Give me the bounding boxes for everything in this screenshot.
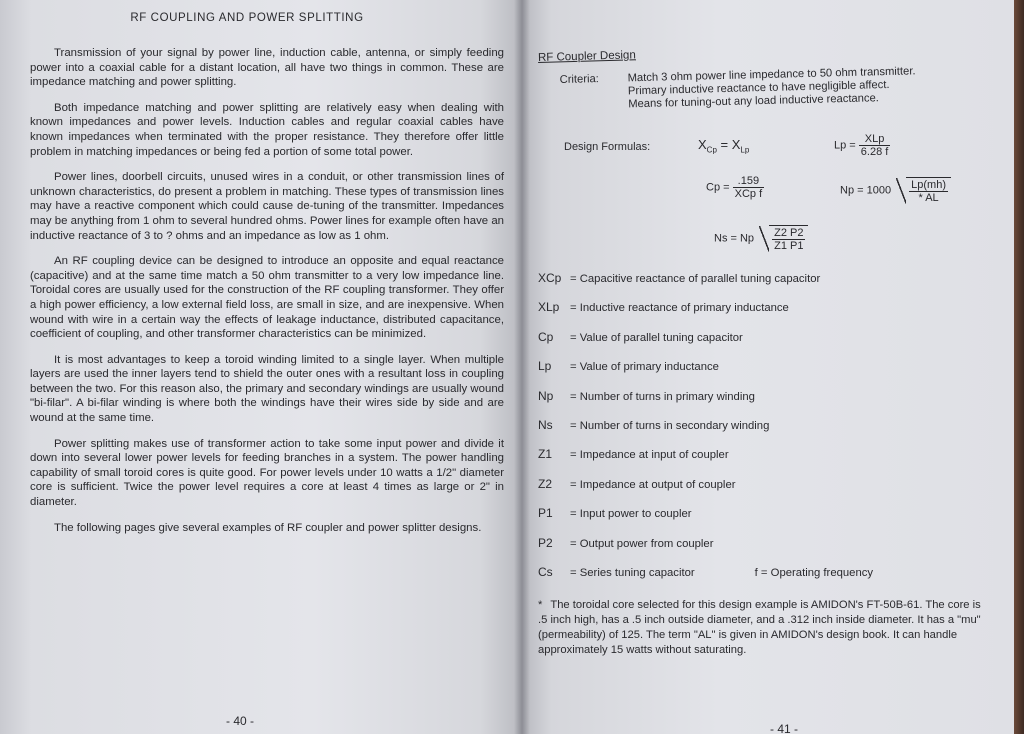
formula-xcp-equals-xlp: $X_{Cp} = X_{Lp}$ — [698, 137, 750, 155]
core-note — [538, 598, 994, 657]
note-text: The toroidal core selected for this design example is AMIDON's FT-50B-61. The core is .5 inch high, has a .5 inch outside diameter, and a .312 inch inside diameter. It has a "mu" (permeability) of 125. The term "AL" is given in AMIDON's design book. It can handle approximately 15 watts without saturating. — [538, 599, 981, 656]
definition-row: Cp = Value of parallel tuning capacitor — [538, 329, 743, 344]
paragraph: It is most advantages to keep a toroid winding limited to a single layer. When multiple layers are used the inner layers tend to shield the outer ones with a resultant loss in coupling between the two. For this reason also, the primary and secondary windings are usually wound "bi-filar". A bi-filar winding is where both the windings have their wires side by side and are wound at the same time. — [30, 353, 504, 425]
fraction: $\frac{Lp(mh)}{* AL}$ — [911, 179, 946, 204]
definition-row: Z2 = Impedance at output of coupler — [538, 476, 736, 491]
definition-row: Np = Number of turns in primary winding — [538, 388, 755, 403]
definition-row: XCp = Capacitive reactance of parallel tuning capacitor — [538, 271, 821, 285]
symbol-definitions — [538, 271, 994, 594]
definition-row: Cs = Series tuning capacitor f = Operating frequency — [538, 564, 874, 579]
running-head: RF COUPLING AND POWER SPLITTING — [130, 12, 364, 24]
book-gutter — [514, 0, 530, 734]
definition-row: P1 = Input power to coupler — [538, 506, 692, 521]
criteria-label: Criteria: — [559, 73, 599, 87]
definition-row: Ns = Number of turns in secondary winding — [538, 417, 770, 432]
page-number-left: - 40 - — [226, 714, 255, 728]
page-edge — [1014, 0, 1024, 734]
square-root — [906, 177, 951, 204]
paragraph: Both impedance matching and power splitting are relatively easy when dealing with known impedances and power levels. Induction cables and regular coaxial cables have known impedances when terminated with the proper resistance. They therefore offer little problem in matching impedances or being fed a portion of some total power. — [30, 101, 504, 158]
formulas-label: Design Formulas: — [564, 141, 651, 153]
paragraph: Power splitting makes use of transformer action to take some input power and divide it down into several lower power levels for feeding branches in a system. The power handling capability of small toroid cores is quite good. For power levels under 10 watts a 1/2" diameter core is sufficient. Twice the power level requires a core at least 4 times as large or 2" in diameter. — [30, 437, 504, 509]
formula-np: Np = 1000 $\frac{Lp(mh)}{* AL}$ — [840, 177, 951, 204]
criteria-line: Primary inductive reactance to have negligible affect. — [627, 78, 890, 98]
criteria-block — [560, 63, 995, 113]
definition-row: Lp = Value of primary inductance — [538, 359, 719, 374]
fraction: $\frac{Z2 P2}{Z1 P1}$ — [774, 227, 804, 252]
right-page — [522, 0, 1014, 734]
section-title: RF Coupler Design — [537, 49, 636, 64]
design-formulas — [538, 127, 994, 267]
formula-cp: Cp = $\frac{.159}{\text{XCp f}}$ — [706, 175, 763, 200]
formula-lp: Lp = $\frac{\text{XLp}}{6.28 f}$ — [834, 133, 889, 158]
definition-row: P2 = Output power from coupler — [538, 535, 714, 550]
square-root — [769, 225, 808, 252]
formula-ns: Ns = Np $\frac{Z2 P2}{Z1 P1}$ — [714, 225, 808, 252]
criteria-list — [628, 65, 917, 111]
fraction: $\frac{\text{XLp}}{6.28 f}$ — [860, 133, 889, 158]
left-body-text — [30, 46, 504, 535]
paragraph: Transmission of your signal by power line, induction cable, antenna, or simply feeding power into a coaxial cable for a distant location, all have two things in common. These are impedance matching and power splitting. — [30, 47, 504, 89]
paragraph: The following pages give several examples of RF coupler and power splitter designs. — [54, 521, 482, 534]
criteria-line: Match 3 ohm power line impedance to 50 ohm transmitter. — [627, 65, 916, 85]
paragraph: An RF coupling device can be designed to introduce an opposite and equal reactance (capacitive) and at the same time match a 50 ohm transmitter to a very low impedance line. Toroidal cores are usually used for the construction of the RF coupling transformer. They offer a high power efficiency, a low external field loss, are small in size, and are inexpensive. When wound with wire in a certain way the effects of leakage inductance, distributed capacitance, coefficient of coupling, and other transformer characteristics can be minimized. — [30, 255, 504, 341]
fraction: $\frac{.159}{\text{XCp f}}$ — [734, 175, 763, 200]
page-number-right: - 41 - — [770, 722, 799, 734]
criteria-line: Means for tuning-out any load inductive reactance. — [628, 92, 879, 111]
definition-row: XLp = Inductive reactance of primary inductance — [538, 300, 789, 315]
definition-row: Z1 = Impedance at input of coupler — [538, 447, 729, 462]
paragraph: Power lines, doorbell circuits, unused wires in a conduit, or other transmission lines of unknown characteristics, do present a problem in matching. These types of transmission lines may have a reactive component which could cause de-tuning of the transmitter. Impedances may be anything from 1 ohm to several hundred ohms. Power lines for example often have an inductive reactance of 3 to ? ohms and an impedance as low as 1 ohm. — [30, 171, 504, 242]
footnote-marker: * — [538, 599, 543, 612]
